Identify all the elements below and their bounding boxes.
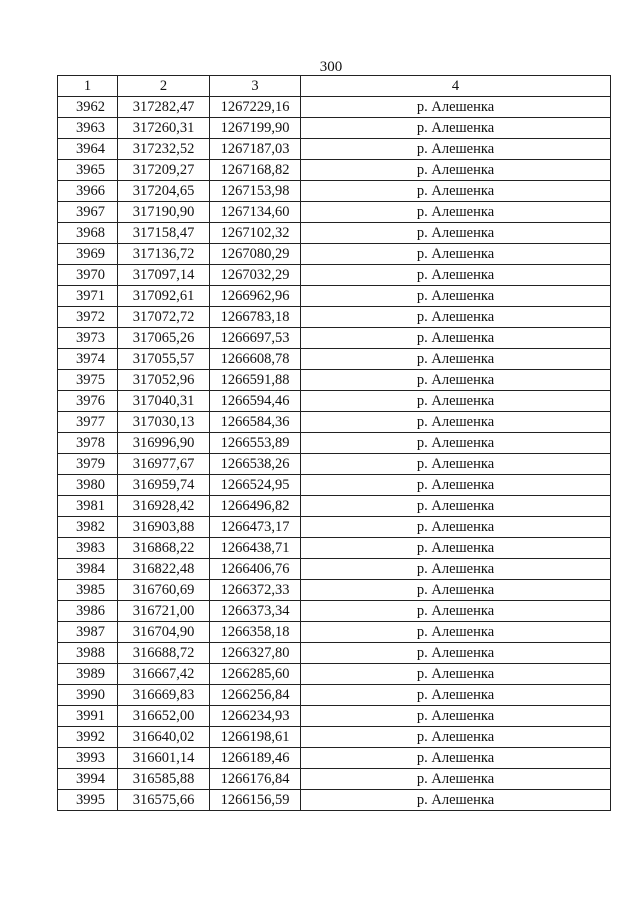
point-number-cell: 3991 (58, 706, 118, 727)
x-coordinate-cell: 316959,74 (118, 475, 210, 496)
y-coordinate-cell: 1266962,96 (210, 286, 301, 307)
y-coordinate-cell: 1266198,61 (210, 727, 301, 748)
y-coordinate-cell: 1267229,16 (210, 97, 301, 118)
x-coordinate-cell: 316688,72 (118, 643, 210, 664)
y-coordinate-cell: 1266591,88 (210, 370, 301, 391)
y-coordinate-cell: 1266372,33 (210, 580, 301, 601)
y-coordinate-cell: 1267168,82 (210, 160, 301, 181)
point-number-cell: 3962 (58, 97, 118, 118)
table-row (58, 664, 611, 685)
table-row (58, 139, 611, 160)
feature-name-cell: р. Алешенка (301, 433, 611, 454)
point-number-cell: 3963 (58, 118, 118, 139)
feature-name-cell: р. Алешенка (301, 685, 611, 706)
feature-name-cell: р. Алешенка (301, 622, 611, 643)
feature-name-cell: р. Алешенка (301, 223, 611, 244)
feature-name-cell: р. Алешенка (301, 265, 611, 286)
point-number-cell: 3966 (58, 181, 118, 202)
y-coordinate-cell: 1266285,60 (210, 664, 301, 685)
table-row (58, 412, 611, 433)
table-row (58, 244, 611, 265)
point-number-cell: 3976 (58, 391, 118, 412)
feature-name-cell: р. Алешенка (301, 118, 611, 139)
feature-name-cell: р. Алешенка (301, 643, 611, 664)
table-row (58, 454, 611, 475)
x-coordinate-cell: 316667,42 (118, 664, 210, 685)
feature-name-cell: р. Алешенка (301, 454, 611, 475)
point-number-cell: 3970 (58, 265, 118, 286)
x-coordinate-cell: 316760,69 (118, 580, 210, 601)
feature-name-cell: р. Алешенка (301, 769, 611, 790)
y-coordinate-cell: 1266594,46 (210, 391, 301, 412)
table-row (58, 328, 611, 349)
point-number-cell: 3967 (58, 202, 118, 223)
table-row (58, 181, 611, 202)
table-row (58, 727, 611, 748)
feature-name-cell: р. Алешенка (301, 244, 611, 265)
table-row (58, 559, 611, 580)
y-coordinate-cell: 1267153,98 (210, 181, 301, 202)
point-number-cell: 3964 (58, 139, 118, 160)
y-coordinate-cell: 1267102,32 (210, 223, 301, 244)
x-coordinate-cell: 317065,26 (118, 328, 210, 349)
x-coordinate-cell: 316704,90 (118, 622, 210, 643)
y-coordinate-cell: 1266473,17 (210, 517, 301, 538)
x-coordinate-cell: 317260,31 (118, 118, 210, 139)
x-coordinate-cell: 317136,72 (118, 244, 210, 265)
point-number-cell: 3988 (58, 643, 118, 664)
feature-name-cell: р. Алешенка (301, 160, 611, 181)
x-coordinate-cell: 317190,90 (118, 202, 210, 223)
table-row (58, 748, 611, 769)
point-number-cell: 3968 (58, 223, 118, 244)
point-number-cell: 3995 (58, 790, 118, 811)
point-number-cell: 3987 (58, 622, 118, 643)
feature-name-cell: р. Алешенка (301, 664, 611, 685)
y-coordinate-cell: 1266406,76 (210, 559, 301, 580)
table-row (58, 790, 611, 811)
table-row (58, 769, 611, 790)
y-coordinate-cell: 1266358,18 (210, 622, 301, 643)
header-row (58, 76, 611, 97)
point-number-cell: 3990 (58, 685, 118, 706)
table-header (58, 76, 611, 97)
x-coordinate-cell: 317072,72 (118, 307, 210, 328)
point-number-cell: 3977 (58, 412, 118, 433)
y-coordinate-cell: 1266697,53 (210, 328, 301, 349)
x-coordinate-cell: 316640,02 (118, 727, 210, 748)
table-row (58, 580, 611, 601)
table-row (58, 475, 611, 496)
table-row (58, 517, 611, 538)
feature-name-cell: р. Алешенка (301, 580, 611, 601)
x-coordinate-cell: 317232,52 (118, 139, 210, 160)
point-number-cell: 3965 (58, 160, 118, 181)
feature-name-cell: р. Алешенка (301, 412, 611, 433)
feature-name-cell: р. Алешенка (301, 496, 611, 517)
table-row (58, 496, 611, 517)
feature-name-cell: р. Алешенка (301, 97, 611, 118)
point-number-cell: 3994 (58, 769, 118, 790)
point-number-cell: 3978 (58, 433, 118, 454)
y-coordinate-cell: 1267134,60 (210, 202, 301, 223)
y-coordinate-cell: 1266234,93 (210, 706, 301, 727)
table-row (58, 685, 611, 706)
table-row (58, 202, 611, 223)
point-number-cell: 3989 (58, 664, 118, 685)
x-coordinate-cell: 317092,61 (118, 286, 210, 307)
feature-name-cell: р. Алешенка (301, 328, 611, 349)
point-number-cell: 3993 (58, 748, 118, 769)
table-row (58, 223, 611, 244)
y-coordinate-cell: 1266156,59 (210, 790, 301, 811)
table-row (58, 307, 611, 328)
point-number-cell: 3980 (58, 475, 118, 496)
feature-name-cell: р. Алешенка (301, 202, 611, 223)
y-coordinate-cell: 1267199,90 (210, 118, 301, 139)
point-number-cell: 3971 (58, 286, 118, 307)
feature-name-cell: р. Алешенка (301, 517, 611, 538)
table-row (58, 265, 611, 286)
feature-name-cell: р. Алешенка (301, 139, 611, 160)
x-coordinate-cell: 317097,14 (118, 265, 210, 286)
column-header-4: 4 (301, 76, 611, 97)
feature-name-cell: р. Алешенка (301, 601, 611, 622)
table-row (58, 538, 611, 559)
feature-name-cell: р. Алешенка (301, 748, 611, 769)
feature-name-cell: р. Алешенка (301, 370, 611, 391)
column-header-3: 3 (210, 76, 301, 97)
table-row (58, 349, 611, 370)
table-row (58, 622, 611, 643)
feature-name-cell: р. Алешенка (301, 538, 611, 559)
x-coordinate-cell: 316721,00 (118, 601, 210, 622)
column-header-1: 1 (58, 76, 118, 97)
y-coordinate-cell: 1266783,18 (210, 307, 301, 328)
x-coordinate-cell: 316996,90 (118, 433, 210, 454)
table-row (58, 643, 611, 664)
point-number-cell: 3984 (58, 559, 118, 580)
table-row (58, 97, 611, 118)
x-coordinate-cell: 317158,47 (118, 223, 210, 244)
column-header-2: 2 (118, 76, 210, 97)
page-number: 300 (319, 59, 343, 75)
x-coordinate-cell: 317055,57 (118, 349, 210, 370)
x-coordinate-cell: 316822,48 (118, 559, 210, 580)
coordinates-table-container (57, 75, 611, 811)
y-coordinate-cell: 1267032,29 (210, 265, 301, 286)
y-coordinate-cell: 1266553,89 (210, 433, 301, 454)
y-coordinate-cell: 1266189,46 (210, 748, 301, 769)
table-row (58, 286, 611, 307)
feature-name-cell: р. Алешенка (301, 727, 611, 748)
y-coordinate-cell: 1266438,71 (210, 538, 301, 559)
x-coordinate-cell: 316652,00 (118, 706, 210, 727)
table-row (58, 706, 611, 727)
x-coordinate-cell: 317052,96 (118, 370, 210, 391)
point-number-cell: 3979 (58, 454, 118, 475)
x-coordinate-cell: 316575,66 (118, 790, 210, 811)
y-coordinate-cell: 1266538,26 (210, 454, 301, 475)
y-coordinate-cell: 1266524,95 (210, 475, 301, 496)
table-row (58, 160, 611, 181)
x-coordinate-cell: 317040,31 (118, 391, 210, 412)
point-number-cell: 3972 (58, 307, 118, 328)
y-coordinate-cell: 1266496,82 (210, 496, 301, 517)
x-coordinate-cell: 317030,13 (118, 412, 210, 433)
y-coordinate-cell: 1266608,78 (210, 349, 301, 370)
y-coordinate-cell: 1266373,34 (210, 601, 301, 622)
feature-name-cell: р. Алешенка (301, 307, 611, 328)
y-coordinate-cell: 1266584,36 (210, 412, 301, 433)
y-coordinate-cell: 1266256,84 (210, 685, 301, 706)
point-number-cell: 3992 (58, 727, 118, 748)
feature-name-cell: р. Алешенка (301, 559, 611, 580)
feature-name-cell: р. Алешенка (301, 349, 611, 370)
x-coordinate-cell: 316669,83 (118, 685, 210, 706)
x-coordinate-cell: 316928,42 (118, 496, 210, 517)
y-coordinate-cell: 1266327,80 (210, 643, 301, 664)
feature-name-cell: р. Алешенка (301, 181, 611, 202)
feature-name-cell: р. Алешенка (301, 706, 611, 727)
y-coordinate-cell: 1266176,84 (210, 769, 301, 790)
point-number-cell: 3982 (58, 517, 118, 538)
point-number-cell: 3981 (58, 496, 118, 517)
table-row (58, 118, 611, 139)
x-coordinate-cell: 317209,27 (118, 160, 210, 181)
y-coordinate-cell: 1267080,29 (210, 244, 301, 265)
feature-name-cell: р. Алешенка (301, 475, 611, 496)
table-row (58, 370, 611, 391)
point-number-cell: 3974 (58, 349, 118, 370)
x-coordinate-cell: 316868,22 (118, 538, 210, 559)
table-row (58, 391, 611, 412)
feature-name-cell: р. Алешенка (301, 790, 611, 811)
point-number-cell: 3975 (58, 370, 118, 391)
point-number-cell: 3983 (58, 538, 118, 559)
point-number-cell: 3986 (58, 601, 118, 622)
x-coordinate-cell: 316977,67 (118, 454, 210, 475)
point-number-cell: 3985 (58, 580, 118, 601)
y-coordinate-cell: 1267187,03 (210, 139, 301, 160)
point-number-cell: 3969 (58, 244, 118, 265)
x-coordinate-cell: 317282,47 (118, 97, 210, 118)
point-number-cell: 3973 (58, 328, 118, 349)
table-row (58, 601, 611, 622)
x-coordinate-cell: 316903,88 (118, 517, 210, 538)
x-coordinate-cell: 316601,14 (118, 748, 210, 769)
feature-name-cell: р. Алешенка (301, 286, 611, 307)
feature-name-cell: р. Алешенка (301, 391, 611, 412)
table-body (58, 97, 611, 811)
x-coordinate-cell: 316585,88 (118, 769, 210, 790)
coordinates-table (57, 75, 611, 811)
x-coordinate-cell: 317204,65 (118, 181, 210, 202)
table-row (58, 433, 611, 454)
